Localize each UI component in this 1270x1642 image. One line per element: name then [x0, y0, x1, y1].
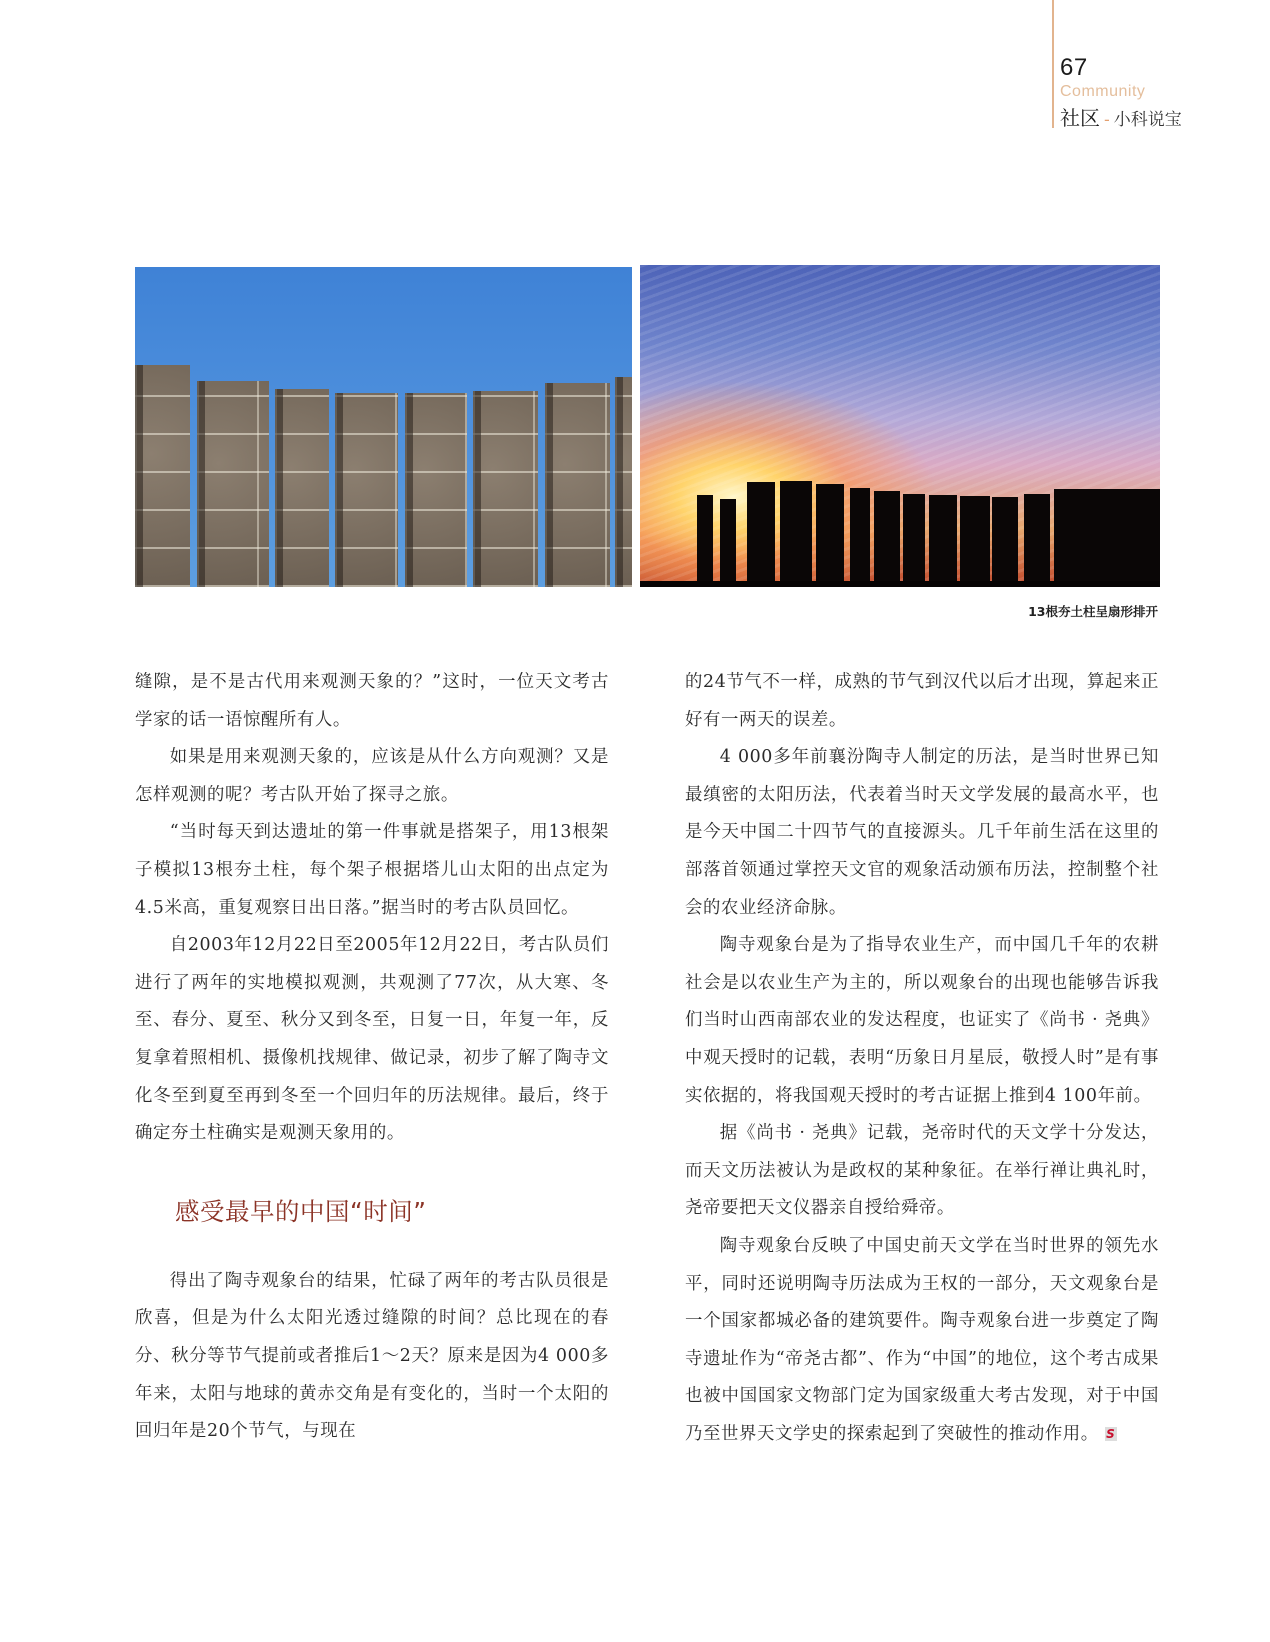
column-name: 小科说宝: [1113, 110, 1182, 130]
pillar: [135, 365, 190, 587]
paragraph: 4 000多年前襄汾陶寺人制定的历法，是当时世界已知最缜密的太阳历法，代表着当时天文学发展的最高水平，也是今天中国二十四节气的直接源头。几千年前生活在这里的部落首领通过掌控天文官的观象活动颁布历法，控制整个社会的农业经济命脉。: [685, 747, 1159, 918]
pillar-silhouette: [816, 484, 844, 587]
article-column-right: [685, 664, 1159, 1453]
pillar: [405, 393, 467, 587]
pillar: [335, 393, 398, 587]
pillar: [545, 383, 610, 587]
header-divider-line: [1052, 0, 1054, 128]
paragraph-text: 陶寺观象台反映了中国史前天文学在当时世界的领先水平，同时还说明陶寺历法成为王权的一部分，天文观象台是一个国家都城必备的建筑要件。陶寺观象台进一步奠定了陶寺遗址作为“帝尧古都”、作为“中国”的地位，这个考古成果也被中国国家文物部门定为国家级重大考古发现，对于中国乃至世界天文学史的探索起到了突破性的推动作用。: [685, 1235, 1159, 1444]
pillar: [615, 377, 632, 587]
page-number: 67: [1060, 54, 1088, 81]
pillar: [197, 381, 269, 587]
pillar-silhouette: [903, 494, 925, 587]
pillar-silhouette: [1024, 494, 1050, 587]
section-label-en: Community: [1060, 83, 1146, 100]
ground-silhouette: [640, 581, 1160, 587]
pillar: [473, 391, 538, 587]
section-separator: -: [1104, 110, 1110, 129]
pillar-silhouette: [697, 495, 713, 587]
pillar: [275, 389, 329, 587]
pillar-silhouette: [720, 499, 736, 587]
pillar-silhouette: [992, 497, 1018, 587]
photo-caption: 13根夯土柱呈扇形排开: [1028, 604, 1158, 619]
end-mark-icon: S: [1106, 1427, 1116, 1442]
paragraph: 自2003年12月22日至2005年12月22日，考古队员们进行了两年的实地模拟观测，共观测了77次，从大寒、冬至、春分、夏至、秋分又到冬至，日复一日，年复一年，反复拿着照相机、摄像机找规律、做记录，初步了解了陶寺文化冬至到夏至再到冬至一个回归年的历法规律。最后，终于确定夯土柱确实是观测天象用的。: [135, 935, 609, 1144]
pillar-silhouette: [780, 481, 812, 587]
article-column-left: [135, 664, 609, 1451]
pillar-silhouette: [929, 495, 957, 587]
section-heading: 感受最早的中国“时间”: [175, 1196, 427, 1226]
pillar-silhouette: [850, 488, 870, 587]
pillar-silhouette: [747, 482, 775, 587]
section-label-cn: 社区: [1060, 106, 1100, 130]
paragraph: 陶寺观象台是为了指导农业生产，而中国几千年的农耕社会是以农业生产为主的，所以观象台的出现也能够告诉我们当时山西南部农业的发达程度，也证实了《尚书 · 尧典》中观天授时的记载，表明“历象日月星辰，敬授人时”是有事实依据的，将我国观天授时的考古证据上推到4 100年前。: [685, 935, 1159, 1106]
section-label: [1060, 102, 1182, 131]
pillar-silhouette: [874, 491, 900, 587]
photo-pillars-daylight: [135, 267, 632, 587]
paragraph: 如果是用来观测天象的，应该是从什么方向观测？又是怎样观测的呢？考古队开始了探寻之旅。: [135, 747, 609, 805]
pillar-silhouette: [960, 496, 990, 587]
paragraph: “当时每天到达遗址的第一件事就是搭架子，用13根架子模拟13根夯土柱，每个架子根据塔儿山太阳的出点定为4.5米高，重复观察日出日落。”据当时的考古队员回忆。: [135, 822, 609, 918]
pillar-silhouette: [1054, 489, 1160, 587]
paragraph: 得出了陶寺观象台的结果，忙碌了两年的考古队员很是欣喜，但是为什么太阳光透过缝隙的时间？总比现在的春分、秋分等节气提前或者推后1～2天？原来是因为4 000多年来，太阳与地球的黄赤交角是有变化的，当时一个太阳的回归年是20个节气，与现在: [135, 1270, 609, 1442]
paragraph: 缝隙，是不是古代用来观测天象的？”这时，一位天文考古学家的话一语惊醒所有人。: [135, 672, 609, 730]
paragraph: 据《尚书 · 尧典》记载，尧帝时代的天文学十分发达，而天文历法被认为是政权的某种象征。在举行禅让典礼时，尧帝要把天文仪器亲自授给舜帝。: [685, 1123, 1159, 1219]
photo-pillars-sunset: [640, 265, 1160, 587]
paragraph: 的24节气不一样，成熟的节气到汉代以后才出现，算起来正好有一两天的误差。: [685, 672, 1159, 730]
paragraph: [685, 1228, 1159, 1454]
